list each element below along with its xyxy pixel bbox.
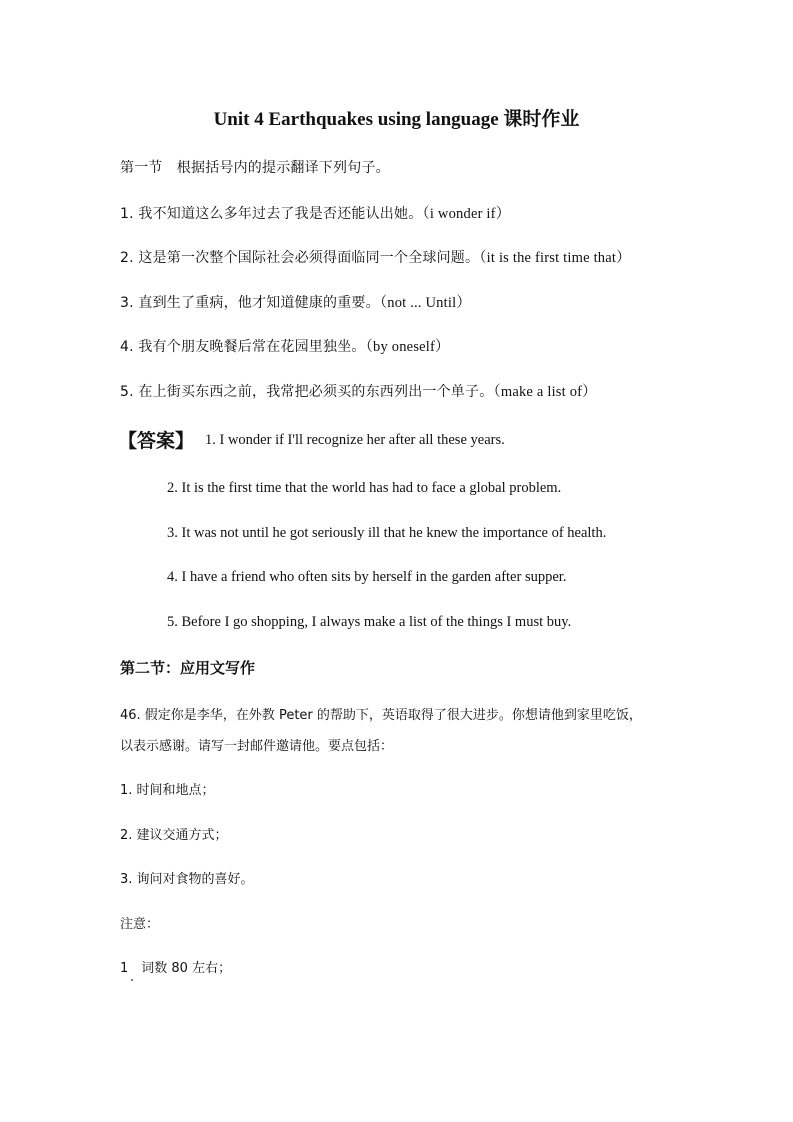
translation-item-1-text: 1. 我不知道这么多年过去了我是否还能认出她。 bbox=[120, 206, 423, 222]
section1-heading: 第一节 根据括号内的提示翻译下列句子。 bbox=[120, 160, 390, 176]
writing-point-2: 2. 建议交通方式； bbox=[120, 828, 228, 843]
answer-item-5: 5. Before I go shopping, I always make a list of the things I must buy. bbox=[167, 614, 572, 630]
translation-item-1-hint: （i wonder if） bbox=[422, 206, 511, 222]
writing-point-3: 3. 询问对食物的喜好。 bbox=[120, 872, 254, 887]
answer-item-2: 2. It is the first time that the world has had to face a global problem. bbox=[167, 480, 562, 496]
document-title: Unit 4 Earthquakes using language 课时作业 bbox=[213, 109, 580, 130]
writing-point-1: 1. 时间和地点； bbox=[120, 783, 215, 798]
translation-item-5 bbox=[120, 380, 597, 401]
translation-item-4-text: 4. 我有个朋友晚餐后常在花园里独坐。 bbox=[120, 339, 366, 355]
note-item-1: 1 词数 80 左右； bbox=[120, 961, 232, 976]
translation-item-5-hint: （make a list of） bbox=[493, 384, 597, 400]
translation-item-2 bbox=[120, 246, 631, 267]
translation-item-4-hint: （by oneself） bbox=[365, 339, 450, 355]
translation-item-2-text: 2. 这是第一次整个国际社会必须得面临同一个全球问题。 bbox=[120, 250, 480, 266]
answer-item-4: 4. I have a friend who often sits by herself in the garden after supper. bbox=[167, 569, 567, 585]
stray-mark bbox=[131, 979, 133, 981]
translation-item-3 bbox=[120, 291, 471, 312]
translation-item-3-text: 3. 直到生了重病，他才知道健康的重要。 bbox=[120, 295, 380, 311]
answer-item-3: 3. It was not until he got seriously ill that he knew the importance of health. bbox=[167, 525, 607, 541]
section2-heading: 第二节：应用文写作 bbox=[120, 659, 256, 677]
translation-item-3-hint: （not ... Until） bbox=[379, 295, 472, 311]
answer-label: 【答案】 bbox=[118, 430, 195, 452]
translation-item-1 bbox=[120, 202, 510, 223]
translation-item-2-hint: （it is the first time that） bbox=[479, 250, 631, 266]
writing-prompt-line-2: 以表示感谢。请写一封邮件邀请他。要点包括： bbox=[120, 739, 394, 754]
writing-prompt-line-1: 46. 假定你是李华，在外教 Peter 的帮助下，英语取得了很大进步。你想请他到家里吃饭， bbox=[120, 708, 642, 723]
translation-item-4 bbox=[120, 335, 450, 356]
note-label: 注意： bbox=[120, 917, 160, 932]
answer-item-1: 1. I wonder if I'll recognize her after all these years. bbox=[205, 432, 505, 448]
translation-item-5-text: 5. 在上街买东西之前，我常把必须买的东西列出一个单子。 bbox=[120, 384, 494, 400]
